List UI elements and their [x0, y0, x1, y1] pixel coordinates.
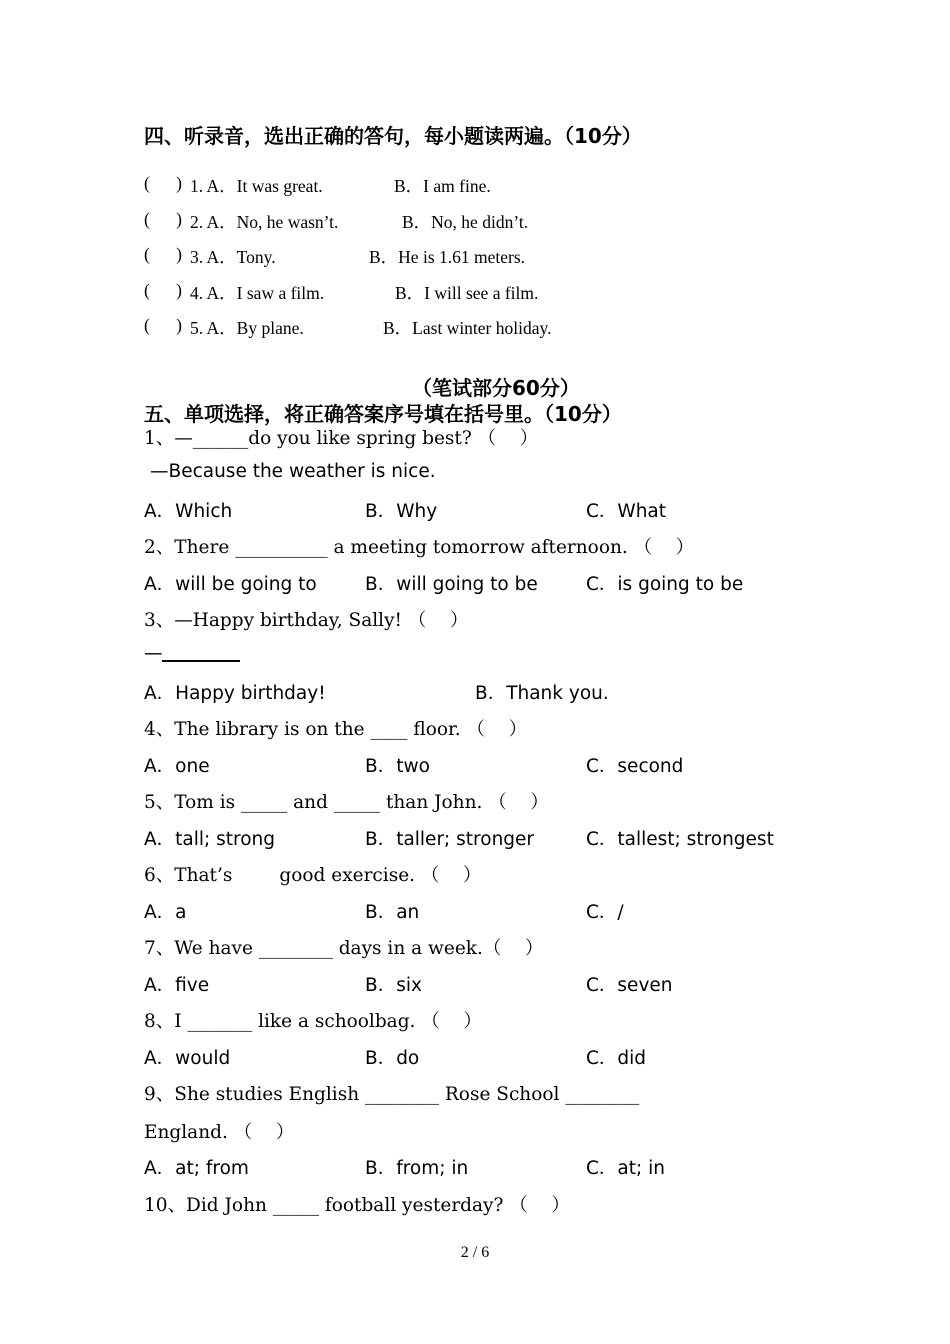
question-3-reply: —: [144, 643, 163, 664]
question-3-answer-blank: [162, 660, 240, 662]
question-9-option-b: B．from; in: [365, 1158, 469, 1179]
listening-item-2-b: B．No, he didn’t.: [402, 212, 529, 232]
listening-item-3-b: B．He is 1.61 meters.: [369, 247, 526, 267]
question-6-option-c: C．/: [586, 902, 624, 923]
listening-item-3-paren: ( ): [144, 244, 182, 264]
question-8-option-b: B．do: [365, 1048, 420, 1069]
question-9-option-a: A．at; from: [144, 1158, 249, 1179]
question-4-stem: 4、The library is on the ____ floor. （ ）: [144, 719, 528, 740]
listening-item-1-a: 1. A．It was great.: [190, 176, 323, 196]
question-1-stem: 1、—______do you like spring best? （ ）: [144, 428, 539, 449]
written-part-title: （笔试部分60分）: [412, 376, 580, 400]
listening-item-5-paren: ( ): [144, 315, 182, 335]
question-1-reply: —Because the weather is nice.: [150, 461, 436, 482]
question-5-option-c: C．tallest; strongest: [586, 829, 774, 850]
question-7-option-a: A．five: [144, 975, 210, 996]
question-9-stem-continued: England. （ ）: [144, 1122, 295, 1143]
question-8-option-a: A．would: [144, 1048, 231, 1069]
question-10-stem: 10、Did John _____ football yesterday? （ ）: [144, 1195, 570, 1216]
question-7-option-c: C．seven: [586, 975, 673, 996]
question-4-option-b: B．two: [365, 756, 430, 777]
question-9-option-c: C．at; in: [586, 1158, 665, 1179]
question-4-option-c: C．second: [586, 756, 684, 777]
listening-item-2-paren: ( ): [144, 209, 182, 229]
listening-item-2-a: 2. A．No, he wasn’t.: [190, 212, 339, 232]
listening-item-1-paren: ( ): [144, 173, 182, 193]
question-5-option-a: A．tall; strong: [144, 829, 276, 850]
question-7-option-b: B．six: [365, 975, 422, 996]
question-9-stem: 9、She studies English ________ Rose School ________: [144, 1084, 640, 1105]
question-2-option-c: C．is going to be: [586, 574, 744, 595]
question-6-option-b: B．an: [365, 902, 420, 923]
question-2-option-b: B．will going to be: [365, 574, 538, 595]
page-number: 2 / 6: [460, 1244, 490, 1261]
question-6-stem: 6、That’s good exercise. （ ）: [144, 865, 482, 886]
listening-item-4-a: 4. A．I saw a film.: [190, 283, 325, 303]
section-5-heading: 五、单项选择，将正确答案序号填在括号里。（10分）: [144, 402, 622, 426]
listening-item-3-a: 3. A．Tony.: [190, 247, 276, 267]
question-5-option-b: B．taller; stronger: [365, 829, 535, 850]
question-8-option-c: C．did: [586, 1048, 647, 1069]
question-4-option-a: A．one: [144, 756, 210, 777]
listening-item-4-paren: ( ): [144, 280, 182, 300]
listening-item-5-b: B．Last winter holiday.: [383, 318, 552, 338]
question-2-stem: 2、There __________ a meeting tomorrow afternoon. （ ）: [144, 537, 695, 558]
listening-item-5-a: 5. A．By plane.: [190, 318, 304, 338]
question-3-option-a: A．Happy birthday!: [144, 683, 326, 704]
question-7-stem: 7、We have ________ days in a week.（ ）: [144, 938, 544, 959]
listening-item-4-b: B．I will see a film.: [395, 283, 539, 303]
question-1-option-b: B．Why: [365, 501, 438, 522]
question-2-option-a: A．will be going to: [144, 574, 317, 595]
listening-item-1-b: B．I am fine.: [394, 176, 491, 196]
question-1-option-c: C．What: [586, 501, 667, 522]
section-4-heading: 四、听录音，选出正确的答句，每小题读两遍。（10分）: [144, 124, 642, 148]
question-6-option-a: A．a: [144, 902, 187, 923]
question-3-stem: 3、—Happy birthday, Sally! （ ）: [144, 610, 469, 631]
question-5-stem: 5、Tom is _____ and _____ than John. （ ）: [144, 792, 549, 813]
question-1-option-a: A．Which: [144, 501, 233, 522]
question-8-stem: 8、I _______ like a schoolbag. （ ）: [144, 1011, 482, 1032]
question-3-option-b: B．Thank you.: [475, 683, 609, 704]
